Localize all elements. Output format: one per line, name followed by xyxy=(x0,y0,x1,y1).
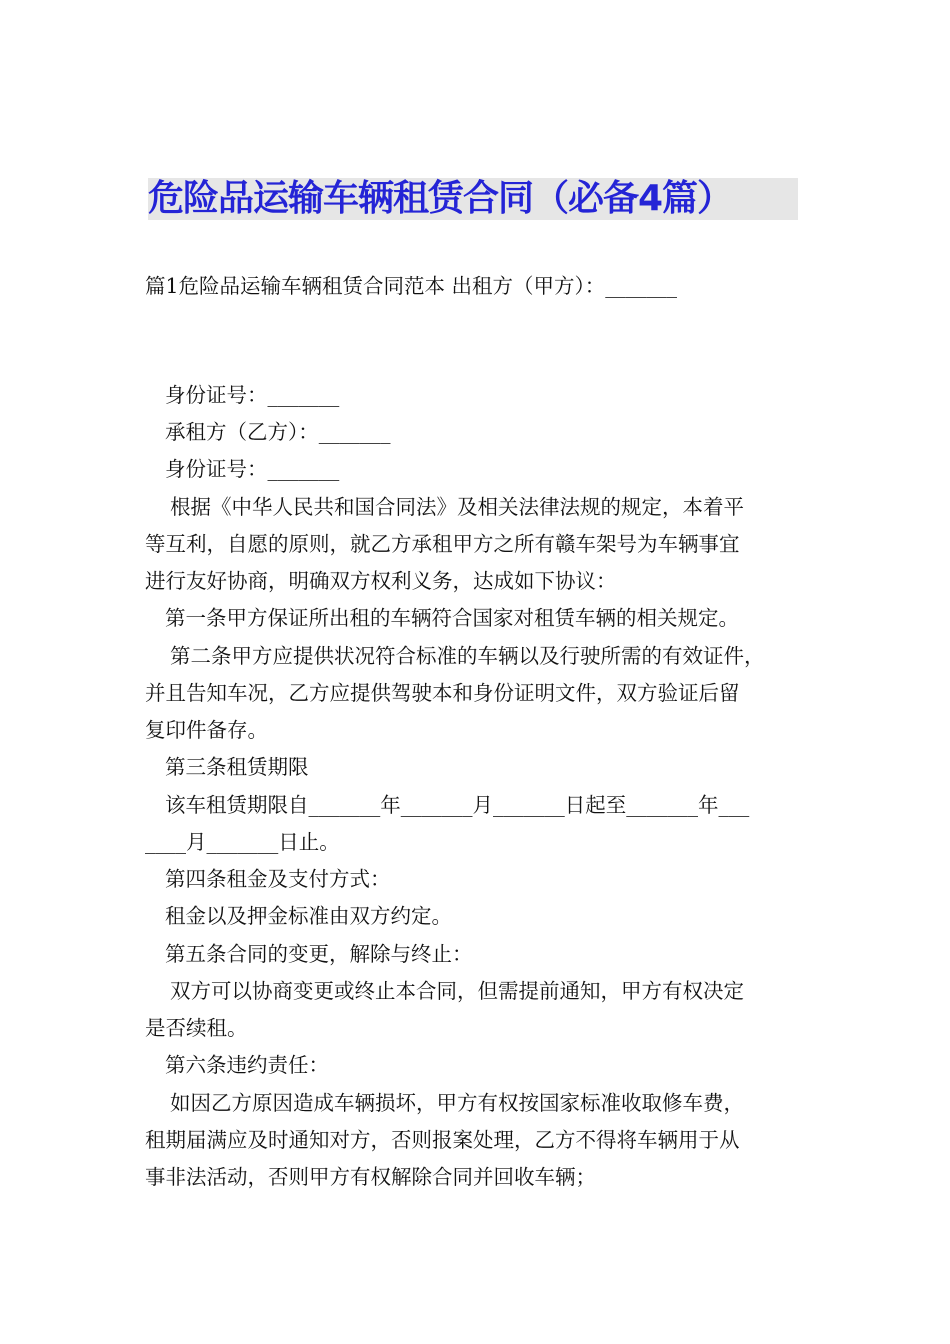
text-line: 第二条甲方应提供状况符合标准的车辆以及行驶所需的有效证件， xyxy=(170,644,765,668)
text-line: ____月_______日止。 xyxy=(145,830,340,854)
text-line: 如因乙方原因造成车辆损坏，甲方有权按国家标准收取修车费， xyxy=(170,1091,744,1115)
text-line: 并且告知车况，乙方应提供驾驶本和身份证明文件，双方验证后留 xyxy=(145,681,740,705)
text-line: 承租方（乙方）：_______ xyxy=(165,420,391,444)
text-line: 身份证号：_______ xyxy=(165,383,340,407)
text-line: 第六条违约责任： xyxy=(165,1053,329,1077)
text-line: 等互利，自愿的原则，就乙方承租甲方之所有赣车架号为车辆事宜 xyxy=(145,532,740,556)
text-line: 第一条甲方保证所出租的车辆符合国家对租赁车辆的相关规定。 xyxy=(165,606,739,630)
text-line: 进行友好协商，明确双方权利义务，达成如下协议： xyxy=(145,569,617,593)
text-line: 根据《中华人民共和国合同法》及相关法律法规的规定，本着平 xyxy=(170,495,744,519)
text-line: 双方可以协商变更或终止本合同，但需提前通知，甲方有权决定 xyxy=(170,979,744,1003)
text-line: 该车租赁期限自_______年_______月_______日起至_______年___ xyxy=(165,793,750,817)
text-line: 租金以及押金标准由双方约定。 xyxy=(165,904,452,928)
document-title: 危险品运输车辆租赁合同（必备4篇） xyxy=(148,178,798,220)
text-line: 复印件备存。 xyxy=(145,718,268,742)
text-line: 身份证号：_______ xyxy=(165,457,340,481)
text-line: 篇1危险品运输车辆租赁合同范本 出租方（甲方）：_______ xyxy=(145,274,678,298)
text-line: 事非法活动，否则甲方有权解除合同并回收车辆； xyxy=(145,1165,596,1189)
text-line: 第三条租赁期限 xyxy=(165,755,309,779)
text-line: 第五条合同的变更，解除与终止： xyxy=(165,942,473,966)
text-line: 是否续租。 xyxy=(145,1016,248,1040)
text-line: 租期届满应及时通知对方，否则报案处理，乙方不得将车辆用于从 xyxy=(145,1128,740,1152)
text-line: 第四条租金及支付方式： xyxy=(165,867,391,891)
